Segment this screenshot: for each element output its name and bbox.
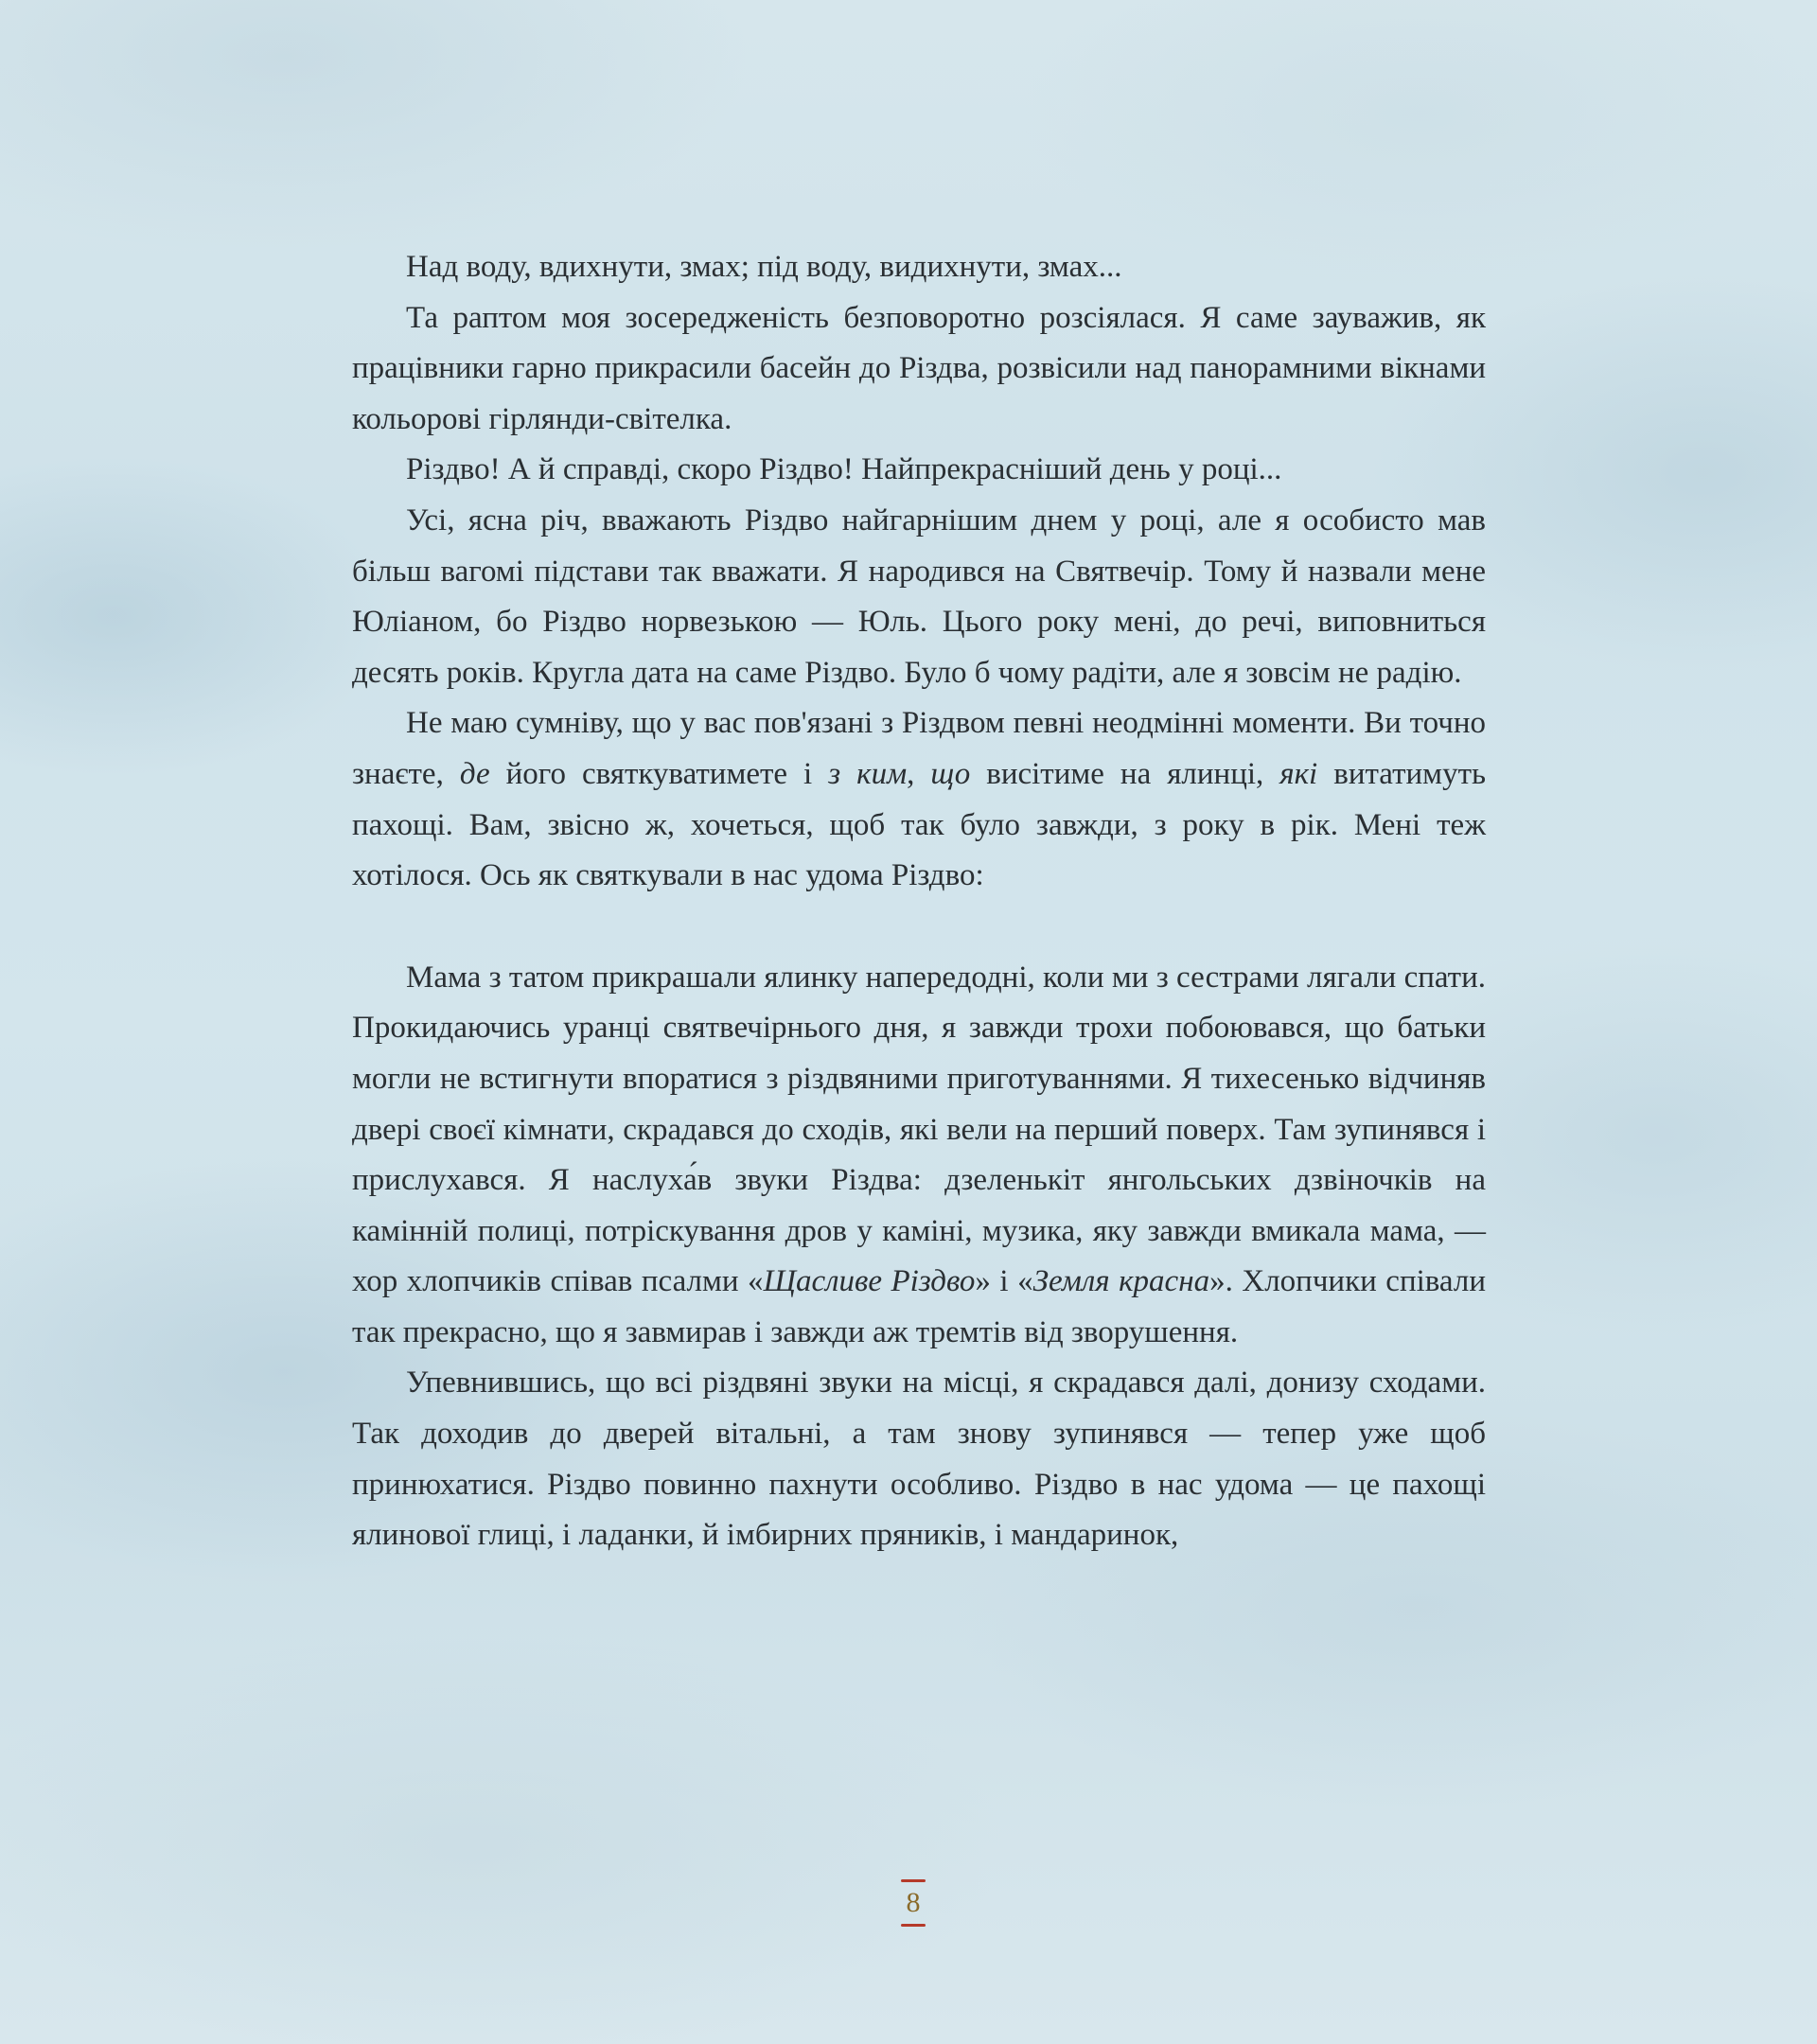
emphasis-what: що xyxy=(930,756,971,791)
text-run: ». Хлопчики співали так прекрасно, що я завмирав і завжди аж тремтів від зворушення. xyxy=(352,1264,1486,1349)
paragraph-7: Упевнившись, що всі різдвяні звуки на місці, я скрадався далі, донизу сходами. Так доходив до дверей вітальні, а там знову зупинявся — тепер уже щоб принюхатися. Різдво повинно пахнути особливо. Різдво в нас удома — це пахощі ялинової глиці, і ладанки, й імбирних пряників, і мандаринок, xyxy=(352,1366,1486,1553)
song-title-merry-christmas: Щасливе Різдво xyxy=(763,1264,976,1299)
emphasis-which: які xyxy=(1279,756,1318,791)
text-run: , xyxy=(907,756,931,791)
text-run: Мама з татом прикрашали ялинку напередодні, коли ми з сестрами лягали спати. Прокидаючись уранці святвечірнього дня, я завжди трохи побоювався, що батьки могли не встигнути впоратися з різдвяними приготуваннями. Я тихесенько відчиняв двері своєї кімнати, скрадався до сходів, які вели на перший поверх. Там зупинявся і прислухався. Я наслуха́в звуки Різдва: дзеленькіт янгольських дзвіночків на камінній полиці, потріскування дров у каміні, музика, яку завжди вмикала мама, — хор хлопчиків співав псалми « xyxy=(352,960,1486,1299)
paragraph-5 xyxy=(352,698,1486,901)
text-run: витатимуть пахощі. Вам, звісно ж, хочеться, щоб так було завжди, з року в рік. Мені теж хотілося. Ось як святкували в нас удома Різдво: xyxy=(352,756,1487,893)
paragraph-4: Усі, ясна річ, вважають Різдво найгарнішим днем у році, але я особисто мав більш вагомі підстави так вважати. Я народився на Святвечір. Тому й назвали мене Юліаном, бо Різдво норвезькою — Юль. Цього року мені, до речі, виповниться десять років. Кругла дата на саме Різдво. Було б чому радіти, але я зовсім не радію. xyxy=(352,502,1486,690)
page-number: 8 xyxy=(890,1879,937,1927)
body-text xyxy=(352,242,1486,1561)
emphasis-where: де xyxy=(459,756,490,791)
paragraph-2: Та раптом моя зосередженість безповоротно розсіялася. Я саме зауважив, як працівники гарно прикрасили басейн до Різдва, розвісили над панорамними вікнами кольорові гірлянди-світелка. xyxy=(352,300,1486,436)
section-break xyxy=(352,902,1486,953)
song-title-beautiful-earth: Земля красна xyxy=(1032,1264,1210,1299)
emphasis-with-whom: з ким xyxy=(828,756,908,791)
paragraph-1: Над воду, вдихнути, змах; під воду, видихнути, змах... xyxy=(406,250,1122,284)
text-run: його святкуватимете і xyxy=(489,756,829,791)
text-run: висітиме на ялинці, xyxy=(970,756,1280,791)
text-run: » і « xyxy=(975,1264,1033,1299)
paragraph-3: Різдво! А й справді, скоро Різдво! Найпрекрасніший день у році... xyxy=(406,452,1282,487)
text-run: Не маю сумніву, що у вас пов'язані з Різдвом певні неодмінні моменти. Ви точно знаєте, xyxy=(352,706,1486,791)
paragraph-6 xyxy=(352,953,1486,1359)
